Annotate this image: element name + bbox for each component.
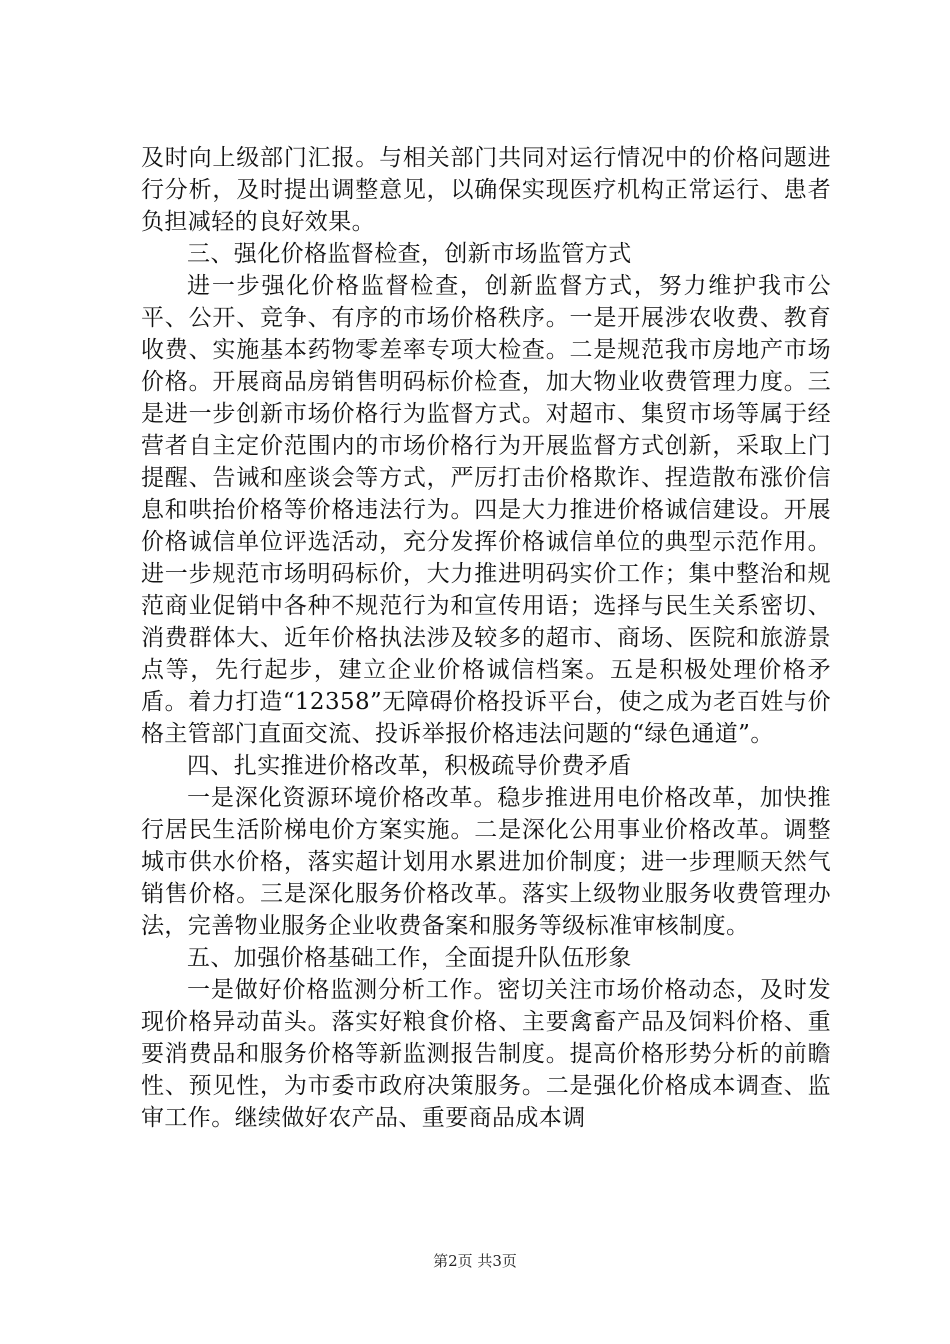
paragraph-section-4: 一是深化资源环境价格改革。稳步推进用电价格改革，加快推行居民生活阶梯电价方案实施。二是深化公用事业价格改革。调整城市供水价格，落实超计划用水累进加价制度；进一步理顺天然气销售价格。三是深化服务价格改革。落实上级物业服务收费管理办法，完善物业服务企业收费备案和服务等级标准审核制度。 [141, 785, 831, 939]
paragraph-section-5: 一是做好价格监测分析工作。密切关注市场价格动态，及时发现价格异动苗头。落实好粮食价格、主要禽畜产品及饲料价格、重要消费品和服务价格等新监测报告制度。提高价格形势分析的前瞻性、预见性，为市委市政府决策服务。二是强化价格成本调查、监审工作。继续做好农产品、重要商品成本调 [141, 977, 831, 1131]
section-heading-3: 三、强化价格监督检查，创新市场监管方式 [187, 241, 632, 267]
paragraph-section-3: 进一步强化价格监督检查，创新监督方式，努力维护我市公平、公开、竞争、有序的市场价格秩序。一是开展涉农收费、教育收费、实施基本药物零差率专项大检查。二是规范我市房地产市场价格。开展商品房销售明码标价检查，加大物业收费管理力度。三是进一步创新市场价格行为监督方式。对超市、集贸市场等属于经营者自主定价范围内的市场价格行为开展监督方式创新，采取上门提醒、告诫和座谈会等方式，严厉打击价格欺诈、捏造散布涨价信息和哄抬价格等价格违法行为。四是大力推进价格诚信建设。开展价格诚信单位评选活动，充分发挥价格诚信单位的典型示范作用。进一步规范市场明码标价，大力推进明码实价工作；集中整治和规范商业促销中各种不规范行为和宣传用语；选择与民生关系密切、消费群体大、近年价格执法涉及较多的超市、商场、医院和旅游景点等，先行起步，建立企业价格诚信档案。五是积极处理价格矛盾。着力打造“12358”无障碍价格投诉平台，使之成为老百姓与价格主管部门直面交流、投诉举报价格违法问题的“绿色通道”。 [141, 273, 831, 747]
page-footer [0, 1250, 950, 1271]
page-number: 第2页 共3页 [433, 1252, 517, 1270]
paragraph-continuation: 及时向上级部门汇报。与相关部门共同对运行情况中的价格问题进行分析，及时提出调整意见，以确保实现医疗机构正常运行、患者负担减轻的良好效果。 [141, 145, 831, 235]
section-heading-5: 五、加强价格基础工作，全面提升队伍形象 [187, 945, 632, 971]
section-heading-4: 四、扎实推进价格改革，积极疏导价费矛盾 [187, 753, 632, 779]
document-body [141, 142, 831, 1134]
